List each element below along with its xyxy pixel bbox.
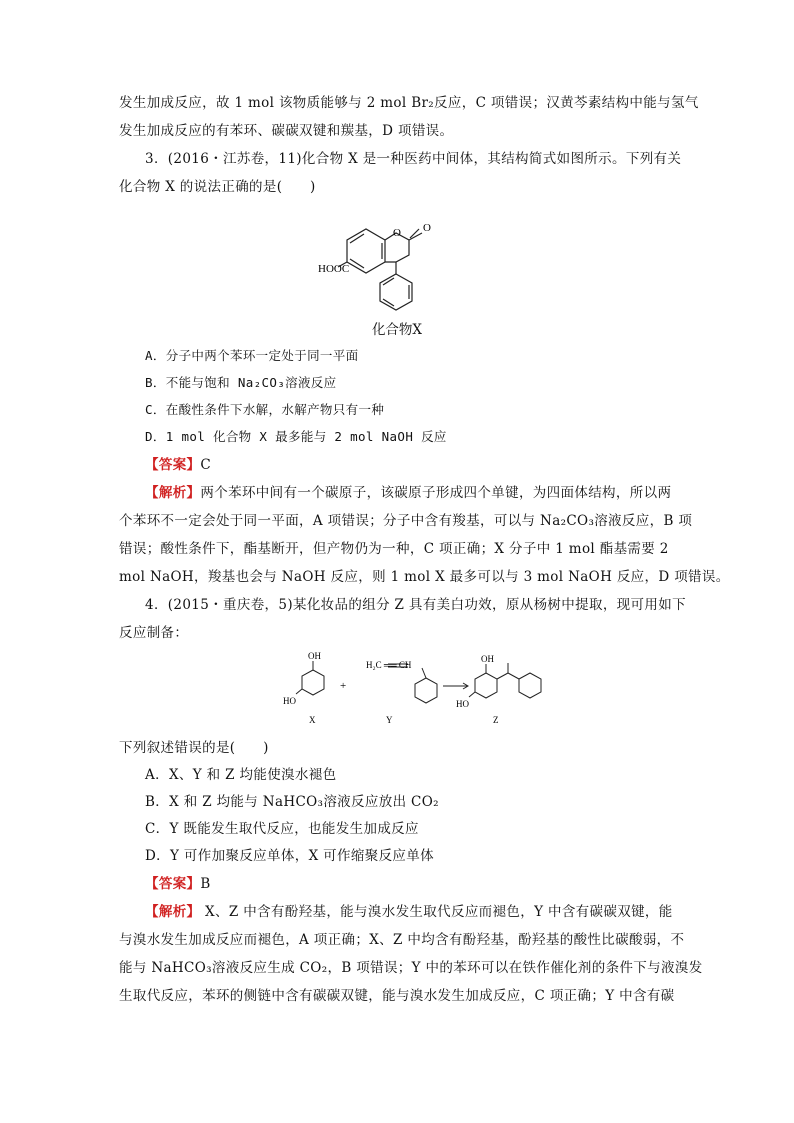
analysis-line: 生取代反应，苯环的侧链中含有碳碳双键，能与溴水发生加成反应，C 项正确；Y 中含有碳 — [119, 988, 675, 1004]
figure-caption: 化合物X — [371, 322, 423, 338]
answer-tag: 【答案】 — [145, 876, 201, 892]
analysis-line: 个苯环不一定会处于同一平面，A 项错误；分子中含有羧基，可以与 Na₂CO₃溶液反应，B 项 — [119, 513, 693, 529]
question-4-prompt: 下列叙述错误的是( ) — [119, 740, 269, 756]
answer-tag: 【答案】 — [145, 457, 201, 473]
analysis-line — [145, 902, 705, 922]
answer-value: B — [200, 876, 211, 892]
z-benzene-ring — [475, 673, 497, 698]
y-formula: H₂C ══ CH — [366, 660, 412, 670]
x-ho-label: HO — [283, 696, 296, 706]
option-d: D．Y 可作加聚反应单体，X 可作缩聚反应单体 — [145, 848, 434, 864]
z-ho-label: HO — [456, 699, 469, 709]
option-c: C．Y 既能发生取代反应，也能发生加成反应 — [145, 821, 419, 837]
plus-sign: + — [340, 680, 347, 692]
carboxyl-label: HOOC — [318, 263, 350, 275]
benzo-ring — [347, 229, 385, 273]
z-phenyl-ring — [519, 673, 541, 698]
paragraph-line: 发生加成反应，故 1 mol 该物质能够与 2 mol Br₂反应，C 项错误；汉黄芩素结构中能与氢气 — [119, 95, 699, 111]
z-label: Z — [493, 715, 499, 725]
x-label: X — [309, 715, 316, 725]
analysis-tag: 【解析】 — [145, 904, 201, 920]
analysis-tag: 【解析】 — [145, 485, 201, 501]
question-3-stem: 化合物 X 的说法正确的是( ) — [119, 179, 316, 195]
analysis-text: 两个苯环中间有一个碳原子，该碳原子形成四个单键，为四面体结构，所以两 — [200, 485, 672, 501]
x-oh-label: OH — [308, 651, 321, 661]
compound-x-structure — [318, 205, 480, 313]
answer-value: C — [200, 457, 212, 473]
question-4-stem: 4．(2015・重庆卷，5)某化妆品的组分 Z 具有美白功效，原从杨树中提取，现可用如下 — [145, 597, 686, 613]
option-a: A．分子中两个苯环一定处于同一平面 — [145, 348, 359, 363]
ring-oxygen-label: O — [393, 227, 401, 239]
answer-line — [145, 455, 705, 475]
option-b: B．X 和 Z 均能与 NaHCO₃溶液反应放出 CO₂ — [145, 794, 439, 810]
analysis-line: mol NaOH，羧基也会与 NaOH 反应，则 1 mol X 最多可以与 3 mol NaOH 反应，D 项错误。 — [119, 569, 730, 585]
z-oh-label: OH — [481, 654, 494, 664]
option-a: A．X、Y 和 Z 均能使溴水褪色 — [145, 767, 337, 783]
x-benzene-ring — [302, 670, 324, 695]
y-label: Y — [386, 715, 393, 725]
analysis-line: 能与 NaHCO₃溶液反应生成 CO₂，B 项错误；Y 中的苯环可以在铁作催化剂的条件下与液溴发 — [119, 960, 703, 976]
analysis-line: 错误；酸性条件下，酯基断开，但产物仍为一种，C 项正确；X 分子中 1 mol 酯基需要 2 — [119, 541, 669, 557]
question-3-stem: 3．(2016・江苏卷，11)化合物 X 是一种医药中间体，其结构简式如图所示。下列有关 — [145, 151, 682, 167]
paragraph-line: 发生加成反应的有苯环、碳碳双键和羰基，D 项错误。 — [119, 123, 454, 139]
analysis-line: 与溴水发生加成反应而褪色，A 项正确；X、Z 中均含有酚羟基，酚羟基的酸性比碳酸弱，不 — [119, 932, 685, 948]
carbonyl-oxygen-label: O — [423, 222, 431, 234]
analysis-text: X、Z 中含有酚羟基，能与溴水发生取代反应而褪色，Y 中含有碳碳双键，能 — [200, 904, 673, 920]
answer-line — [145, 874, 705, 894]
y-benzene-ring — [415, 678, 437, 703]
option-b: B．不能与饱和 Na₂CO₃溶液反应 — [145, 375, 337, 390]
option-d: D．1 mol 化合物 X 最多能与 2 mol NaOH 反应 — [145, 429, 447, 444]
analysis-line — [145, 483, 705, 503]
question-4-stem: 反应制备： — [119, 625, 189, 641]
phenyl-ring — [380, 274, 412, 310]
reaction-scheme — [280, 648, 550, 730]
option-c: C．在酸性条件下水解，水解产物只有一种 — [145, 402, 385, 417]
